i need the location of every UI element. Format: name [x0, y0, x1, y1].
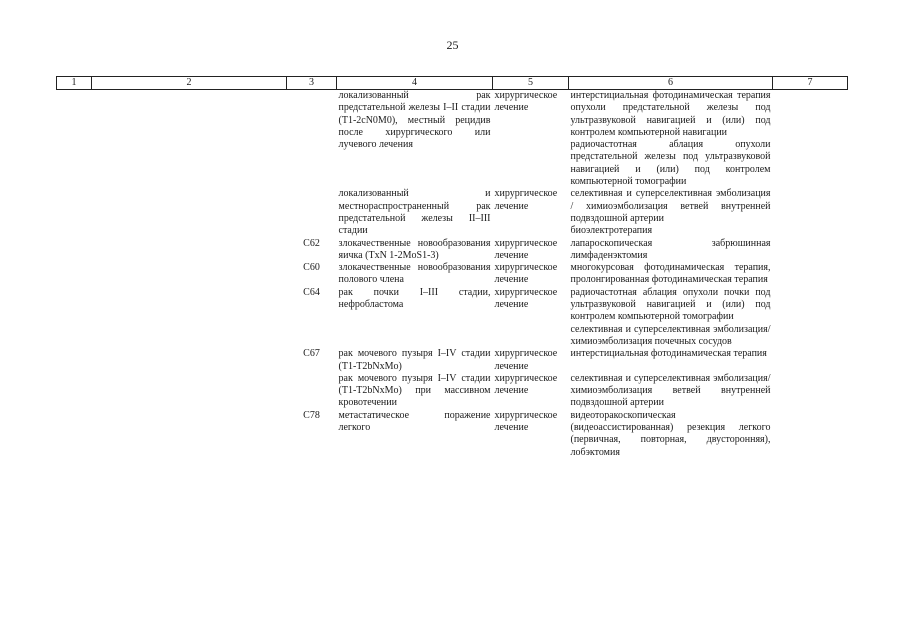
treatment-cell: хирургическое лечение	[494, 262, 558, 286]
method-item: радиочастотная аблация опухоли почки под ультразвуковой навигацией и (или) под контролем компьютерной томографии	[570, 286, 771, 323]
method-item: селективная и суперселективная эмболизация/химиоэмболизация ветвей внутренней подвздошной артерии	[570, 372, 771, 409]
method-item: интерстициальная фотодинамическая терапия опухоли предстательной железы под ультразвуковой навигацией и (или) под контролем компьютерной навигации	[570, 90, 771, 138]
column-header: 6	[569, 77, 773, 90]
method-item: интерстициальная фотодинамическая терапия	[570, 348, 767, 360]
icd-code: C62	[303, 237, 320, 249]
method-cell	[569, 262, 773, 287]
column-header: 3	[287, 77, 337, 90]
column-header: 7	[773, 77, 848, 90]
table-row	[57, 287, 848, 348]
treatment-cell: хирургическое лечение	[494, 409, 558, 434]
diagnosis-cell: локализованный и местнораспространенный рак предстательной железы II–III стадии	[338, 188, 491, 237]
diagnosis-cell: метастатическое поражение легкого	[338, 409, 491, 434]
treatment-cell: хирургическое лечение	[494, 286, 558, 311]
treatment-cell: хирургическое лечение	[494, 372, 558, 397]
diagnosis-cell: рак мочевого пузыря I–IV стадии (T1-T2bNxMo) при массивном кровотечении	[338, 372, 491, 409]
icd-code: C64	[303, 286, 320, 298]
method-item: лапароскопическая забрюшинная лимфаденэктомия	[570, 237, 771, 261]
method-item: многокурсовая фотодинамическая терапия, пролонгированная фотодинамическая терапия	[570, 262, 771, 286]
medical-services-table	[56, 76, 848, 459]
diagnosis-cell: рак мочевого пузыря I–IV стадии (T1-T2bNxMo)	[338, 348, 491, 372]
treatment-cell: хирургическое лечение	[494, 90, 558, 114]
table-row	[57, 262, 848, 287]
diagnosis-cell: локализованный рак предстательной железы I–II стадии (T1-2cN0M0), местный рецидив после хирургического или лучевого лечения	[338, 90, 491, 151]
treatment-cell: хирургическое лечение	[494, 188, 558, 212]
column-header: 4	[337, 77, 493, 90]
method-cell	[569, 238, 773, 263]
method-cell	[569, 348, 773, 373]
method-cell	[569, 410, 773, 459]
table-row	[57, 410, 848, 459]
method-cell	[569, 373, 773, 410]
table-row	[57, 348, 848, 373]
treatment-cell: хирургическое лечение	[494, 237, 558, 261]
diagnosis-cell: рак почки I–III стадии, нефробластома	[338, 286, 491, 311]
method-item: селективная и суперселективная эмболизация / химиоэмболизация ветвей внутренней подвздошной артерии	[570, 188, 771, 224]
column-header: 1	[57, 77, 92, 90]
method-item: селективная и суперселективная эмболизация/химиоэмболизация почечных сосудов	[570, 323, 771, 347]
icd-code: C67	[303, 348, 320, 360]
diagnosis-cell: злокачественные новообразования яичка (TxN 1-2MoS1-3)	[338, 237, 491, 261]
icd-code	[287, 90, 337, 189]
table-row	[57, 373, 848, 410]
header-row	[57, 77, 848, 90]
page-number: 25	[446, 38, 459, 52]
icd-code: C60	[303, 262, 320, 274]
method-cell	[569, 188, 773, 237]
icd-code	[287, 188, 337, 237]
column-header: 2	[92, 77, 287, 90]
icd-code: C78	[303, 409, 320, 421]
table-row	[57, 238, 848, 263]
column-header: 5	[493, 77, 569, 90]
diagnosis-cell: злокачественные новообразования полового члена	[338, 262, 491, 286]
method-item: радиочастотная аблация опухоли предстательной железы под ультразвуковой навигацией и (или) под контролем компьютерной томографии	[570, 139, 771, 188]
method-cell	[569, 287, 773, 348]
table-row	[57, 188, 848, 237]
method-item: биоэлектротерапия	[570, 225, 653, 237]
method-item: видеоторакоскопическая (видеоассистированная) резекция легкого (первичная, повторная, двусторонняя), лобэктомия	[570, 409, 771, 458]
method-cell	[569, 90, 773, 189]
table-row	[57, 90, 848, 189]
treatment-cell: хирургическое лечение	[494, 348, 558, 372]
icd-code	[287, 373, 337, 410]
